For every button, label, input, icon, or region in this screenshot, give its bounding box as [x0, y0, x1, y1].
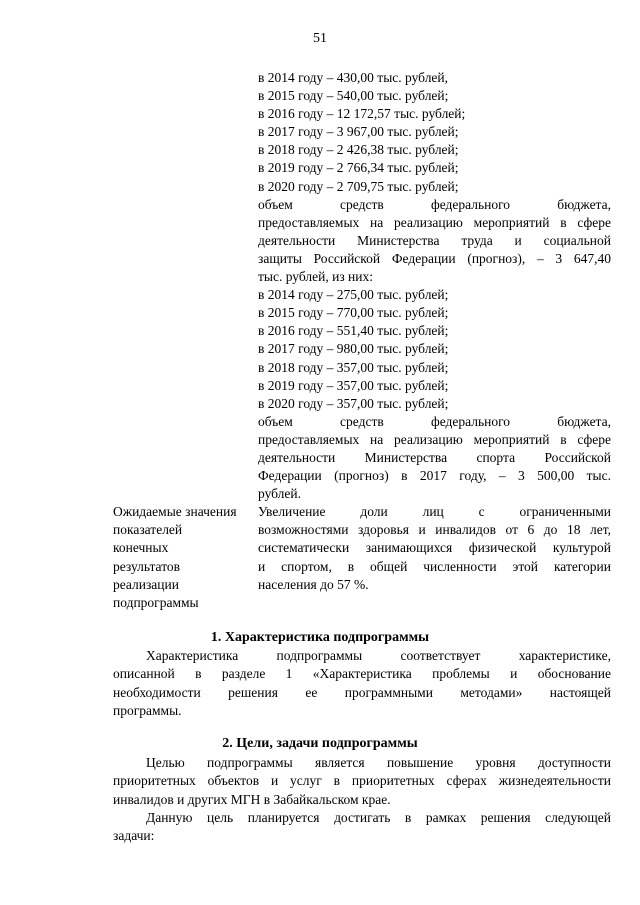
expected-results-label — [113, 503, 253, 612]
paragraph-line: Целью подпрограммы является повышение уровня доступности — [146, 755, 611, 770]
expected-line: и спортом, в общей численности этой категории — [258, 558, 611, 574]
paragraph-line: задачи: — [113, 828, 155, 844]
federal-sport-line: Федерации (прогноз) в 2017 году, – 3 500,00 тыс. — [258, 468, 611, 484]
funding-line: в 2016 году – 12 172,57 тыс. рублей; — [258, 106, 466, 122]
section2-heading: 2. Цели, задачи подпрограммы — [222, 736, 418, 751]
federal-sport-line: деятельности Министерства спорта Российской — [258, 449, 611, 465]
section1-heading: 1. Характеристика подпрограммы — [210, 630, 430, 645]
federal-sport-line: предоставляемых на реализацию мероприятий в сфере — [258, 431, 611, 447]
federal-labor-line: объем средств федерального бюджета, — [258, 196, 611, 212]
federal-labor-line: предоставляемых на реализацию мероприятий в сфере — [258, 214, 611, 230]
section1-paragraph — [113, 647, 611, 721]
funding-line: в 2019 году – 2 766,34 тыс. рублей; — [258, 160, 459, 176]
funding-line: в 2015 году – 770,00 тыс. рублей; — [258, 305, 449, 321]
federal-labor-line: деятельности Министерства труда и социальной — [258, 232, 611, 248]
paragraph-line: программы. — [113, 703, 182, 719]
federal-sport-line: рублей. — [258, 486, 302, 502]
label-line: результатов — [113, 558, 181, 574]
section2-paragraph-1 — [113, 754, 611, 809]
paragraph-line: необходимости решения ее программными методами» настоящей — [113, 684, 611, 700]
expected-line: систематически занимающихся физической культурой — [258, 540, 611, 556]
section2-paragraph-2 — [113, 809, 611, 846]
funding-line: в 2014 году – 275,00 тыс. рублей; — [258, 287, 449, 303]
expected-line: населения до 57 %. — [258, 576, 369, 592]
federal-labor-line: тыс. рублей, из них: — [258, 269, 373, 285]
funding-line: в 2018 году – 357,00 тыс. рублей; — [258, 359, 449, 375]
funding-line: в 2020 году – 357,00 тыс. рублей; — [258, 395, 449, 411]
label-line: реализации — [113, 576, 179, 592]
expected-line: возможностями здоровья и инвалидов от 6 до 18 лет, — [258, 522, 611, 538]
paragraph-line: инвалидов и других МГН в Забайкальском крае. — [113, 791, 391, 807]
expected-line: Увеличение доли лиц с ограниченными — [258, 504, 611, 519]
page-number: 51 — [313, 31, 327, 46]
paragraph-line: приоритетных объектов и услуг в приоритетных сферах жизнедеятельности — [113, 773, 611, 789]
label-line: показателей — [113, 522, 183, 538]
label-line: конечных — [113, 540, 169, 556]
funding-line: в 2016 году – 551,40 тыс. рублей; — [258, 323, 449, 339]
label-line: подпрограммы — [113, 595, 199, 611]
label-line: Ожидаемые значения — [113, 504, 237, 519]
funding-line: в 2019 году – 357,00 тыс. рублей; — [258, 377, 449, 393]
paragraph-line: Характеристика подпрограммы соответствует характеристике, — [146, 648, 611, 663]
paragraph-line: Данную цель планируется достигать в рамках решения следующей — [146, 810, 611, 825]
funding-line: в 2017 году – 980,00 тыс. рублей; — [258, 341, 449, 357]
federal-labor-line: защиты Российской Федерации (прогноз), – 3 647,40 — [258, 250, 611, 266]
funding-line: в 2018 году – 2 426,38 тыс. рублей; — [258, 142, 459, 158]
paragraph-line: описанной в разделе 1 «Характеристика проблемы и обоснование — [113, 666, 611, 682]
funding-block — [258, 69, 611, 503]
funding-line: в 2015 году – 540,00 тыс. рублей; — [258, 88, 449, 104]
funding-line: в 2020 году – 2 709,75 тыс. рублей; — [258, 178, 459, 194]
funding-line: в 2017 году – 3 967,00 тыс. рублей; — [258, 124, 459, 140]
funding-line: в 2014 году – 430,00 тыс. рублей, — [258, 70, 449, 85]
expected-results-text — [258, 503, 611, 594]
federal-sport-line: объем средств федерального бюджета, — [258, 413, 611, 429]
